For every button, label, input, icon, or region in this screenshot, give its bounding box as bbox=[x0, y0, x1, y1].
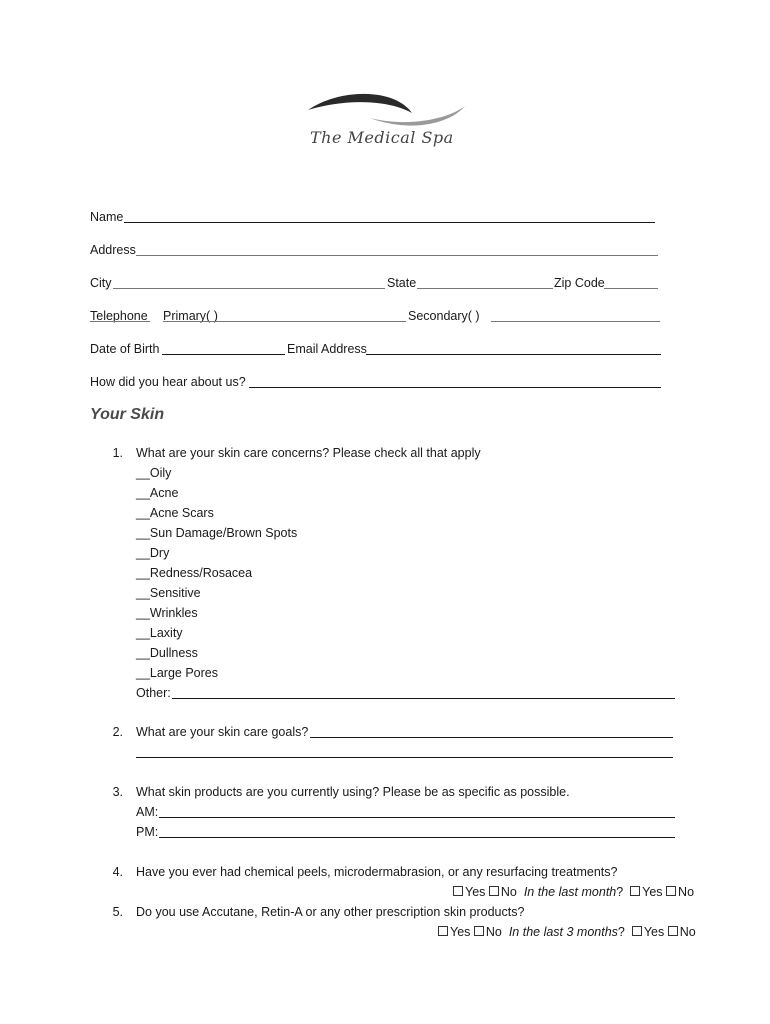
name-field[interactable] bbox=[124, 222, 655, 223]
email-field[interactable] bbox=[366, 354, 661, 355]
referral-label: How did you hear about us? bbox=[90, 375, 246, 389]
q4-no-checkbox[interactable] bbox=[489, 886, 499, 896]
question-4-answers bbox=[453, 884, 694, 900]
q4-followup-yes-label: Yes bbox=[642, 885, 663, 899]
q4-followup-no-label: No bbox=[678, 885, 695, 899]
question-5-number: 5. bbox=[112, 905, 123, 919]
q4-followup-yes-checkbox[interactable] bbox=[630, 886, 640, 896]
dob-field[interactable] bbox=[162, 354, 285, 355]
q5-no-checkbox[interactable] bbox=[474, 926, 484, 936]
question-5-text: Do you use Accutane, Retin-A or any other prescription skin products? bbox=[136, 905, 525, 919]
concern-dry[interactable]: __Dry bbox=[136, 546, 170, 560]
primary-phone-label: Primary( ) bbox=[163, 309, 218, 323]
zip-label: Zip Code bbox=[554, 276, 605, 290]
concern-sensitive[interactable]: __Sensitive bbox=[136, 586, 201, 600]
q4-qmark: ? bbox=[616, 885, 624, 899]
city-label: City bbox=[90, 276, 112, 290]
q5-no-label: No bbox=[485, 925, 502, 939]
q4-no-label: No bbox=[500, 885, 517, 899]
q5-yes-checkbox[interactable] bbox=[438, 926, 448, 936]
question-1-number: 1. bbox=[112, 446, 123, 460]
question-5-answers bbox=[438, 924, 696, 940]
pm-field[interactable] bbox=[159, 837, 675, 838]
logo bbox=[300, 88, 470, 158]
q4-yes-label: Yes bbox=[465, 885, 486, 899]
question-4-text: Have you ever had chemical peels, microdermabrasion, or any resurfacing treatments? bbox=[136, 865, 618, 879]
referral-field[interactable] bbox=[249, 387, 661, 388]
dob-label: Date of Birth bbox=[90, 342, 160, 356]
state-field[interactable] bbox=[417, 288, 553, 289]
am-label: AM: bbox=[136, 805, 159, 819]
secondary-phone-label: Secondary( ) bbox=[408, 309, 480, 323]
address-label: Address bbox=[90, 243, 136, 257]
concern-large-pores[interactable]: __Large Pores bbox=[136, 666, 219, 680]
q5-yes-label: Yes bbox=[450, 925, 471, 939]
state-label: State bbox=[387, 276, 417, 290]
goals-field-2[interactable] bbox=[136, 757, 673, 758]
other-field[interactable] bbox=[172, 698, 675, 699]
secondary-phone-field[interactable] bbox=[491, 321, 660, 322]
other-label: Other: bbox=[136, 686, 171, 700]
concern-sun-damage[interactable]: __Sun Damage/Brown Spots bbox=[136, 526, 298, 540]
concern-acne[interactable]: __Acne bbox=[136, 486, 179, 500]
pm-label: PM: bbox=[136, 825, 159, 839]
concern-laxity[interactable]: __Laxity bbox=[136, 626, 183, 640]
q4-yes-checkbox[interactable] bbox=[453, 886, 463, 896]
concern-oily[interactable]: __Oily bbox=[136, 466, 172, 480]
concern-redness[interactable]: __Redness/Rosacea bbox=[136, 566, 253, 580]
concern-wrinkles[interactable]: __Wrinkles bbox=[136, 606, 198, 620]
section-title: Your Skin bbox=[90, 406, 165, 423]
logo-text: The Medical Spa bbox=[310, 128, 454, 147]
question-1-text: What are your skin care concerns? Please check all that apply bbox=[136, 446, 481, 460]
primary-phone-field[interactable] bbox=[163, 321, 406, 322]
zip-field[interactable] bbox=[604, 288, 658, 289]
telephone-label: Telephone bbox=[90, 309, 148, 323]
email-label: Email Address bbox=[287, 342, 367, 356]
goals-field-1[interactable] bbox=[310, 737, 673, 738]
q5-followup-label: In the last 3 months bbox=[508, 925, 618, 939]
q5-followup-yes-label: Yes bbox=[643, 925, 665, 939]
question-3-number: 3. bbox=[112, 785, 123, 799]
question-2-text: What are your skin care goals? bbox=[136, 725, 309, 739]
telephone-underline bbox=[90, 321, 150, 322]
address-field[interactable] bbox=[136, 255, 658, 256]
am-field[interactable] bbox=[159, 817, 675, 818]
question-3-text: What skin products are you currently using? Please be as specific as possible. bbox=[136, 785, 570, 799]
name-label: Name bbox=[90, 210, 124, 224]
concern-acne-scars[interactable]: __Acne Scars bbox=[136, 506, 214, 520]
question-2-number: 2. bbox=[112, 725, 123, 739]
logo-swoosh-icon bbox=[300, 88, 470, 133]
question-4-number: 4. bbox=[112, 865, 123, 879]
city-field[interactable] bbox=[113, 288, 385, 289]
q5-followup-no-label: No bbox=[679, 925, 696, 939]
q5-followup-yes-checkbox[interactable] bbox=[632, 926, 642, 936]
q4-followup-no-checkbox[interactable] bbox=[666, 886, 676, 896]
q4-followup-label: In the last month bbox=[523, 885, 617, 899]
q5-qmark: ? bbox=[617, 925, 625, 939]
q5-followup-no-checkbox[interactable] bbox=[668, 926, 678, 936]
concern-dullness[interactable]: __Dullness bbox=[136, 646, 198, 660]
